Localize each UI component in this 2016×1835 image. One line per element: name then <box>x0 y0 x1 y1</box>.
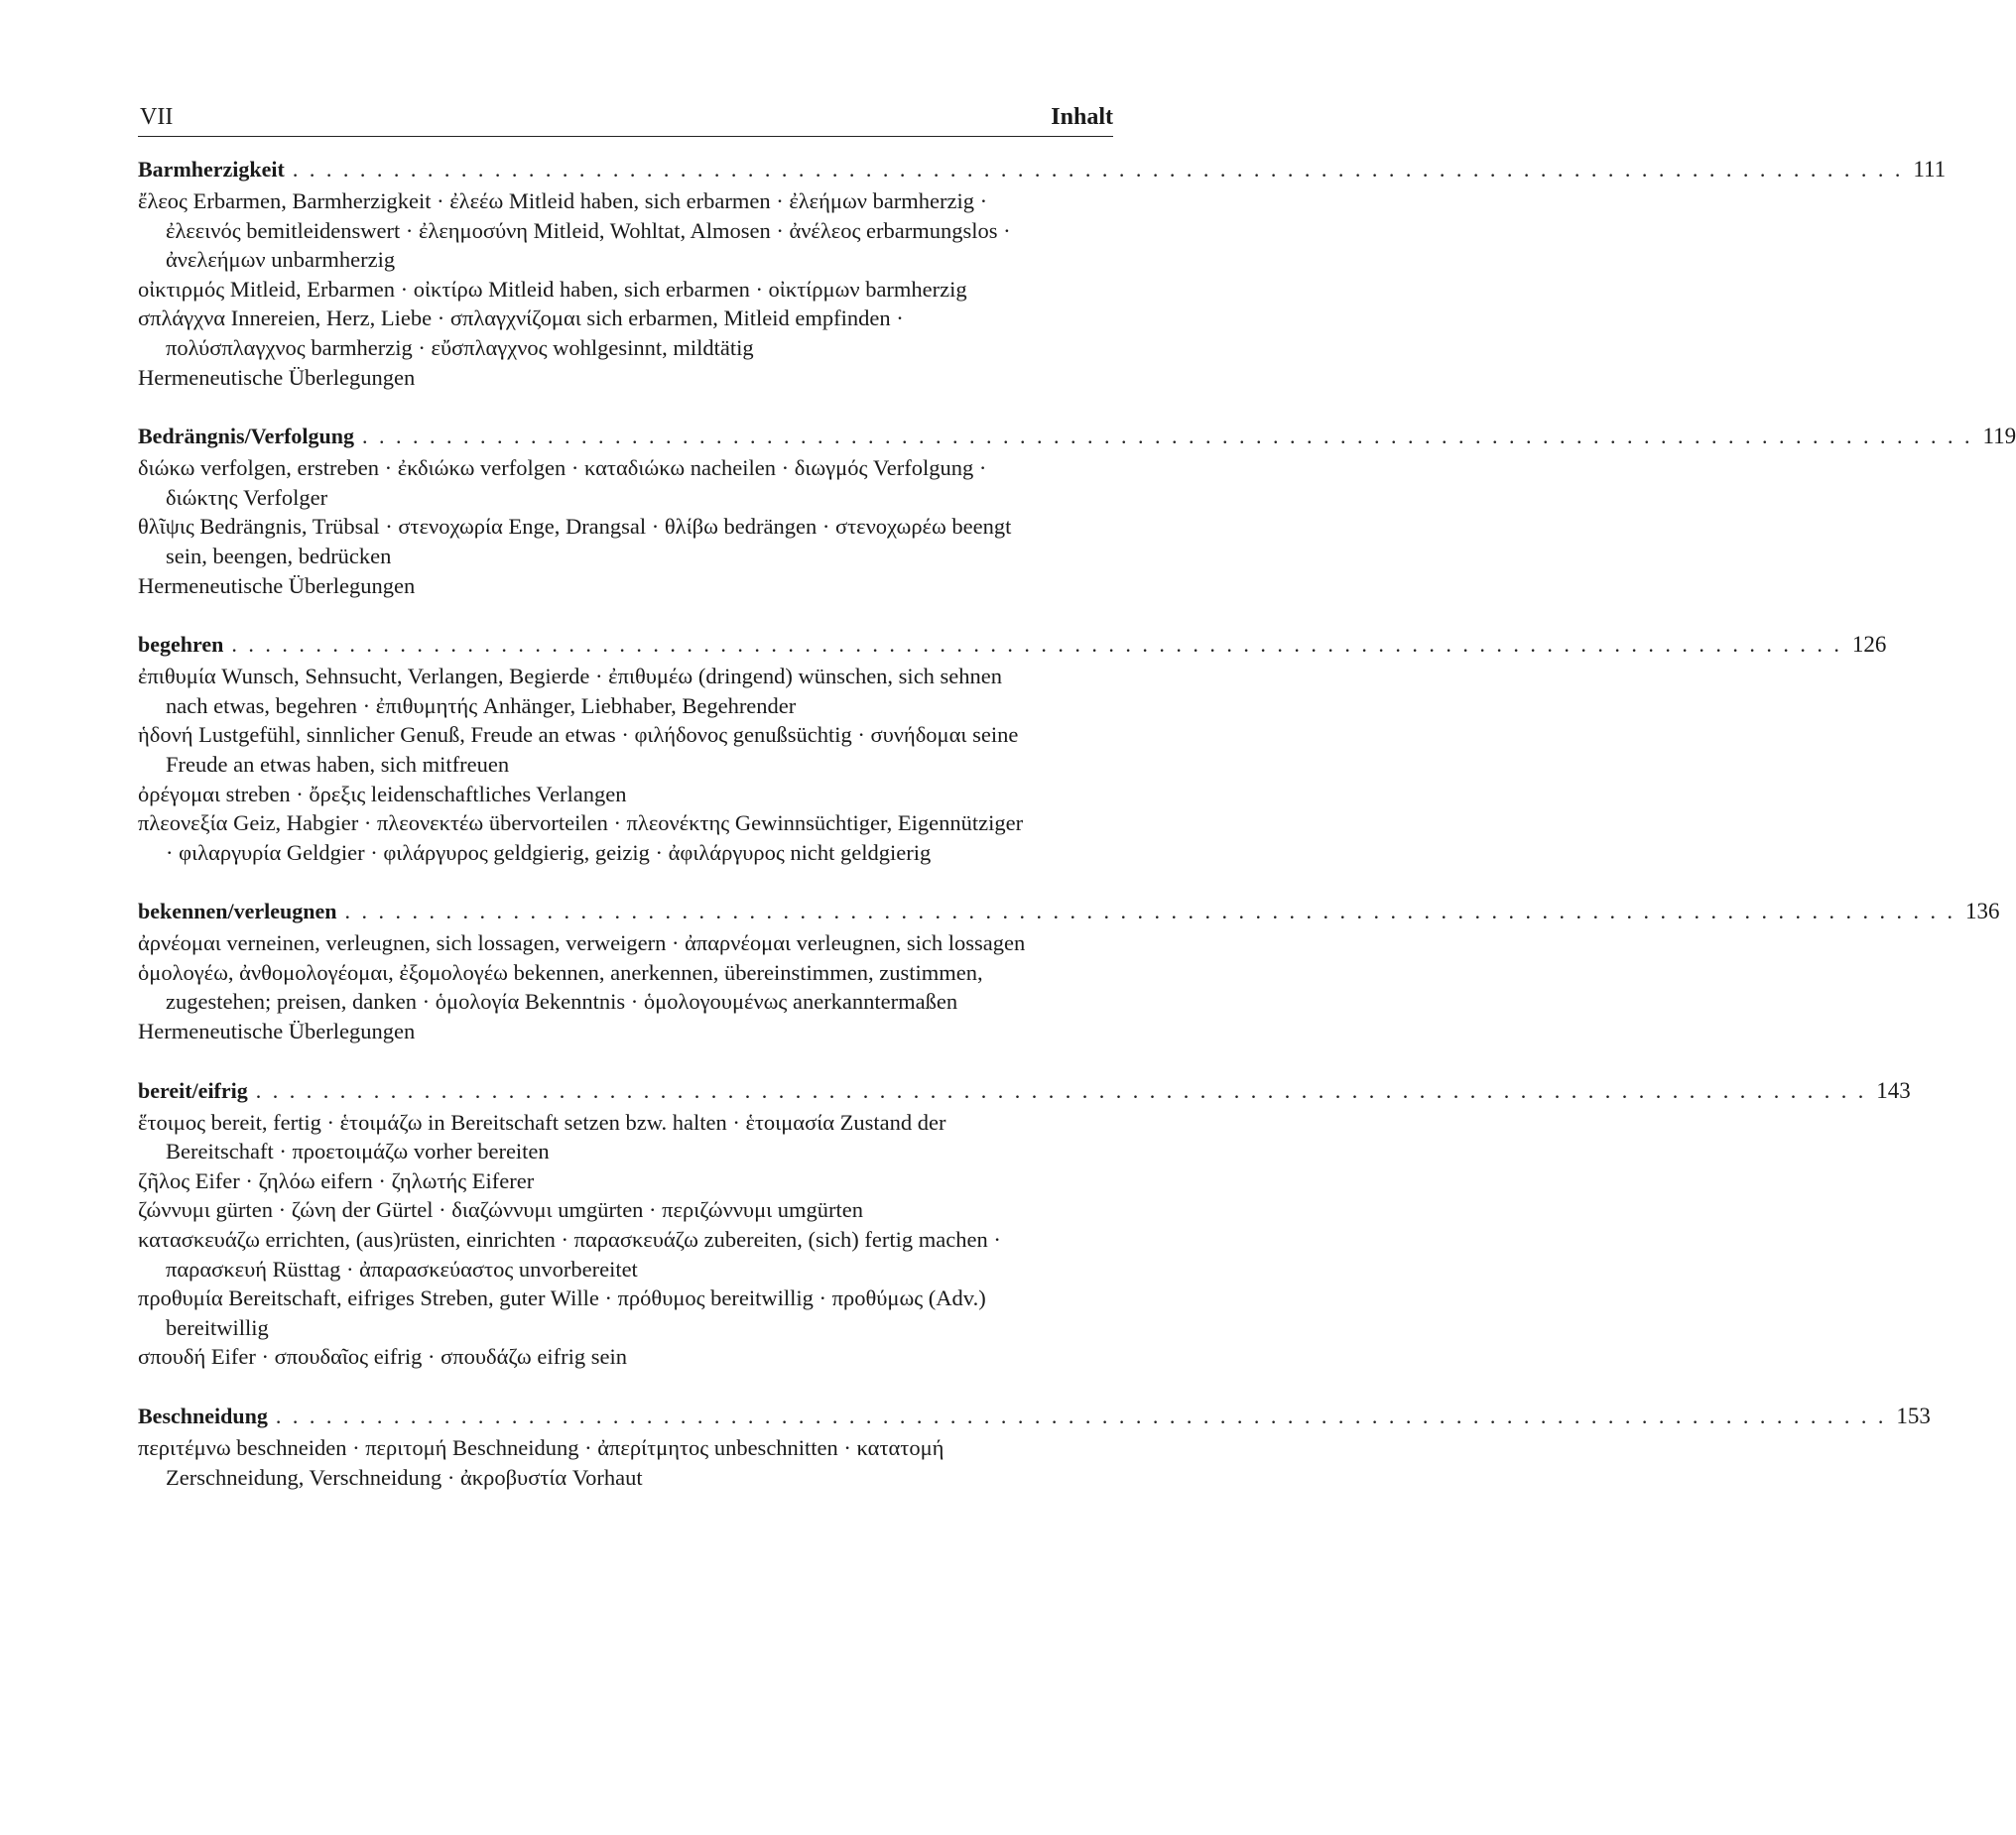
entry-title: bekennen/verleugnen <box>138 899 337 924</box>
entry-item: διώκω verfolgen, erstreben · ἐκδιώκω verfolgen · καταδιώκω nacheilen · διωγμός Verfolgung · διώκτης Verfolger <box>138 455 987 510</box>
entry-title: bereit/eifrig <box>138 1077 248 1103</box>
entry-item: κατασκευάζω errichten, (aus)rüsten, einrichten · παρασκευάζω zubereiten, (sich) fertig machen · παρασκευή Rüsttag · ἀπαρασκεύαστος unvorbereitet <box>138 1227 1001 1282</box>
entry-item: ἐπιθυμία Wunsch, Sehnsucht, Verlangen, Begierde · ἐπιθυμέω (dringend) wünschen, sich sehnen nach etwas, begehren · ἐπιθυμητής Anhänger, Liebhaber, Begehrender <box>138 664 1003 718</box>
entry-title: begehren <box>138 632 224 658</box>
entry-page: 136 <box>1964 899 2000 924</box>
toc-entry-heading[interactable] <box>138 1077 1911 1108</box>
toc-entry-heading[interactable] <box>138 157 1947 186</box>
entry-item: σπουδή Eifer · σπουδαῖος eifrig · σπουδάζω eifrig sein <box>138 1344 627 1370</box>
entry-item: οἰκτιρμός Mitleid, Erbarmen · οἰκτίρω Mitleid haben, sich erbarmen · οἰκτίρμων barmherzig <box>138 276 967 302</box>
entry-item: ὀρέγομαι streben · ὄρεξις leidenschaftliches Verlangen <box>138 781 627 806</box>
entry-item: πλεονεξία Geiz, Habgier · πλεονεκτέω übervorteilen · πλεονέκτης Gewinnsüchtiger, Eigennütziger · φιλαργυρία Geldgier · φιλάργυρος geldgierig, geizig · ἀφιλάργυρος nicht geldgierig <box>138 810 1024 865</box>
dot-leader: . . . . . . . . . . . . . . . . . . . . . . . . . . . . . . . . . . . . . . . . . . . . . . . . . . . . . . . . . . . . . . . . . . . . . . . . . . . . . . . . . . . . . . . . . . . . . . . . <box>255 1077 1867 1103</box>
toc-entry <box>138 632 1887 867</box>
entry-item: περιτέμνω beschneiden · περιτομή Beschneidung · ἀπερίτμητος unbeschnitten · κατατομή Zerschneidung, Verschneidung · ἀκροβυστία Vorhaut <box>138 1435 945 1490</box>
entry-item: προθυμία Bereitschaft, eifriges Streben, guter Wille · πρόθυμος bereitwillig · προθύμως (Adv.) bereitwillig <box>138 1285 986 1340</box>
entry-item: Hermeneutische Überlegungen <box>138 572 416 598</box>
entry-item: ὁμολογέω, ἀνθομολογέομαι, ἐξομολογέω bekennen, anerkennen, übereinstimmen, zustimmen, zugestehen; preisen, danken · ὁμολογία Bekenntnis · ὁμολογουμένως anerkanntermaßen <box>138 959 983 1015</box>
entry-item: ἀρνέομαι verneinen, verleugnen, sich lossagen, verweigern · ἀπαρνέομαι verleugnen, sich lossagen <box>138 930 1026 956</box>
dot-leader: . . . . . . . . . . . . . . . . . . . . . . . . . . . . . . . . . . . . . . . . . . . . . . . . . . . . . . . . . . . . . . . . . . . . . . . . . . . . . . . . . . . . . . . . . . . . . . . . <box>231 632 1842 658</box>
toc-entry <box>138 424 2016 600</box>
entry-item: Hermeneutische Überlegungen <box>138 1019 416 1044</box>
toc-entry <box>138 1404 1931 1492</box>
page-number: VII <box>140 104 174 130</box>
toc-entry-heading[interactable] <box>138 632 1887 662</box>
dot-leader: . . . . . . . . . . . . . . . . . . . . . . . . . . . . . . . . . . . . . . . . . . . . . . . . . . . . . . . . . . . . . . . . . . . . . . . . . . . . . . . . . . . . . . . . . . . . . . . . <box>344 899 1955 924</box>
dot-leader: . . . . . . . . . . . . . . . . . . . . . . . . . . . . . . . . . . . . . . . . . . . . . . . . . . . . . . . . . . . . . . . . . . . . . . . . . . . . . . . . . . . . . . . . . . . . . . . . <box>275 1404 1887 1428</box>
entry-page: 126 <box>1851 632 1887 658</box>
entry-item: Hermeneutische Überlegungen <box>138 364 416 390</box>
toc-entries <box>138 157 2016 1524</box>
entry-title: Beschneidung <box>138 1404 268 1428</box>
entry-item: ἔλεος Erbarmen, Barmherzigkeit · ἐλεέω Mitleid haben, sich erbarmen · ἐλεήμων barmherzig · ἐλεεινός bemitleidenswert · ἐλεημοσύνη Mitleid, Wohltat, Almosen · ἀνέλεος erbarmungslos · ἀνελεήμων unbarmherzig <box>138 188 1011 273</box>
entry-page: 111 <box>1913 157 1947 182</box>
dot-leader: . . . . . . . . . . . . . . . . . . . . . . . . . . . . . . . . . . . . . . . . . . . . . . . . . . . . . . . . . . . . . . . . . . . . . . . . . . . . . . . . . . . . . . . . . . . . . . . . <box>292 157 1904 182</box>
toc-entry-heading[interactable] <box>138 424 2016 453</box>
toc-entry <box>138 157 1947 392</box>
toc-entry <box>138 899 2000 1045</box>
running-header <box>138 104 1113 137</box>
entry-item: ζώννυμι gürten · ζώνη der Gürtel · διαζώννυμι umgürten · περιζώννυμι umgürten <box>138 1197 864 1223</box>
entry-item: σπλάγχνα Innereien, Herz, Liebe · σπλαγχνίζομαι sich erbarmen, Mitleid empfinden · πολύσπλαγχνος barmherzig · εὔσπλαγχνος wohlgesinnt, mildtätig <box>138 306 904 360</box>
entry-item: θλῖψις Bedrängnis, Trübsal · στενοχωρία Enge, Drangsal · θλίβω bedrängen · στενοχωρέω beengt sein, beengen, bedrücken <box>138 514 1012 568</box>
entry-page: 143 <box>1876 1077 1911 1103</box>
dot-leader: . . . . . . . . . . . . . . . . . . . . . . . . . . . . . . . . . . . . . . . . . . . . . . . . . . . . . . . . . . . . . . . . . . . . . . . . . . . . . . . . . . . . . . . . . . . . . . . . <box>362 424 1973 449</box>
entry-item: ἕτοιμος bereit, fertig · ἑτοιμάζω in Bereitschaft setzen bzw. halten · ἑτοιμασία Zustand der Bereitschaft · προετοιμάζω vorher bereiten <box>138 1109 946 1164</box>
entry-page: 153 <box>1896 1404 1931 1428</box>
entry-item: ζῆλος Eifer · ζηλόω eifern · ζηλωτής Eiferer <box>138 1167 535 1193</box>
entry-title: Bedrängnis/Verfolgung <box>138 424 355 449</box>
entry-item: ἡδονή Lustgefühl, sinnlicher Genuß, Freude an etwas · φιλήδονος genußsüchtig · συνήδομαι seine Freude an etwas haben, sich mitfreuen <box>138 722 1019 777</box>
toc-entry <box>138 1077 1911 1372</box>
section-title: Inhalt <box>1051 104 1113 130</box>
toc-entry-heading[interactable] <box>138 1404 1931 1433</box>
toc-entry-heading[interactable] <box>138 899 2000 928</box>
entry-page: 119 <box>1982 424 2016 449</box>
entry-title: Barmherzigkeit <box>138 157 285 182</box>
